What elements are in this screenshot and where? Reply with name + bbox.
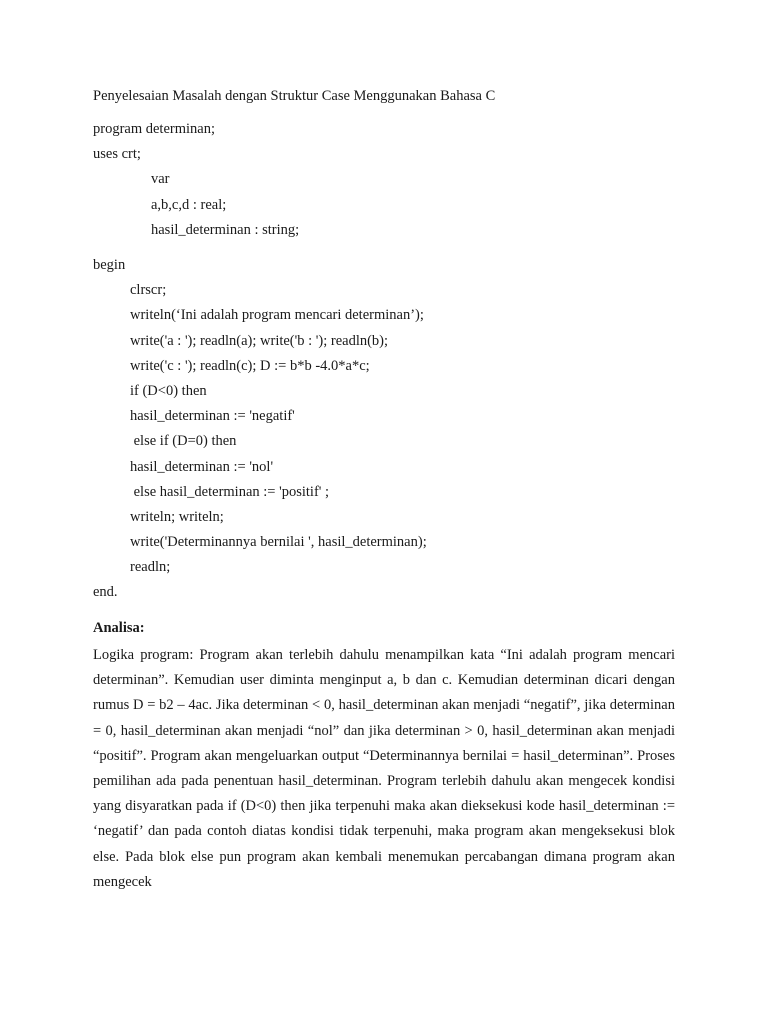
- code-line-read-ab: write('a : '); readln(a); write('b : '); readln(b);: [130, 332, 389, 349]
- analysis-heading: Analisa:: [93, 620, 145, 636]
- code-line-read-c: write('c : '); readln(c); D := b*b -4.0*a*c;: [130, 357, 370, 374]
- code-line-readln: readln;: [130, 559, 171, 576]
- code-line-if: if (D<0) then: [130, 382, 207, 399]
- document-title: Penyelesaian Masalah dengan Struktur Case Menggunakan Bahasa C: [93, 88, 496, 104]
- code-line-else-if: else if (D=0) then: [130, 433, 237, 450]
- code-line-assign-nol: hasil_determinan := 'nol': [130, 458, 274, 475]
- code-line-var-decl-2: hasil_determinan : string;: [151, 221, 300, 238]
- code-body: [93, 253, 693, 606]
- code-line-var: var: [151, 171, 170, 188]
- code-line-assign-negatif: hasil_determinan := 'negatif': [130, 408, 295, 425]
- code-line-write-result: write('Determinannya bernilai ', hasil_determinan);: [130, 534, 427, 551]
- code-line-var-decl-1: a,b,c,d : real;: [151, 196, 227, 213]
- code-line-begin: begin: [93, 257, 126, 273]
- code-line-program: program determinan;: [93, 121, 215, 137]
- analysis-paragraph: Logika program: Program akan terlebih dahulu menampilkan kata “Ini adalah program mencari determinan”. Kemudian user diminta menginput a, b dan c. Kemudian determinan dicari dengan rumus D = b2 – 4ac. Jika determinan < 0, hasil_determinan akan menjadi “negatif”, jika determinan = 0, hasil_determinan akan menjadi “nol” dan jika determinan > 0, hasil_determinan akan menjadi “positif”. Program akan mengeluarkan output “Determinannya bernilai = hasil_determinan”. Proses pemilihan ada pada penentuan hasil_determinan. Program terlebih dahulu akan mengecek kondisi yang disyaratkan pada if (D<0) then jika terpenuhi maka akan dieksekusi kode hasil_determinan := ‘negatif’ dan pada contoh diatas kondisi tidak terpenuhi, maka program akan mengeksekusi blok else. Pada blok else pun program akan kembali menemukan percabangan dimana program akan mengecek: [93, 647, 675, 890]
- code-line-else: else hasil_determinan := 'positif' ;: [130, 483, 330, 500]
- code-line-clrscr: clrscr;: [130, 282, 167, 299]
- code-line-uses: uses crt;: [93, 146, 141, 163]
- code-line-end: end.: [93, 584, 118, 601]
- code-header: [93, 117, 693, 243]
- code-line-writeln-intro: writeln(‘Ini adalah program mencari determinan’);: [130, 307, 424, 324]
- code-line-writeln-blank: writeln; writeln;: [130, 508, 224, 525]
